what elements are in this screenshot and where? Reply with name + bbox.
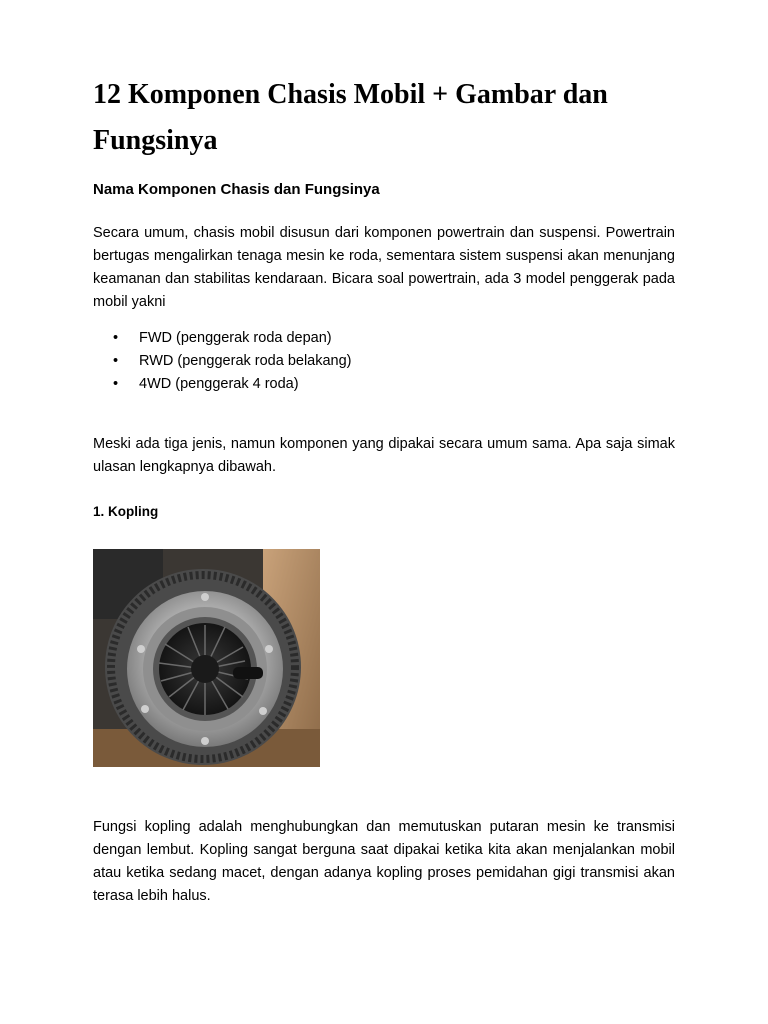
kopling-function-paragraph: Fungsi kopling adalah menghubungkan dan memutuskan putaran mesin ke transmisi dengan lembut. Kopling sangat berguna saat dipakai ketika kita akan menjalankan mobil atau ketika sedang macet, dengan adanya kopling proses pemidahan gigi transmisi akan terasa lebih halus.	[93, 819, 675, 904]
drive-type-list	[93, 327, 352, 396]
list-item	[93, 350, 352, 373]
list-item	[93, 327, 352, 350]
bullet-icon: •	[113, 353, 119, 369]
article-title-line1: 12 Komponen Chasis Mobil + Gambar dan	[93, 79, 608, 110]
list-item	[93, 373, 352, 396]
section-heading-kopling: 1. Kopling	[93, 504, 159, 519]
bullet-icon: •	[113, 376, 119, 392]
intro-paragraph: Secara umum, chasis mobil disusun dari komponen powertrain dan suspensi. Powertrain bertugas mengalirkan tenaga mesin ke roda, sementara sistem suspensi akan menunjang keamanan dan stabilitas kendaraan. Bicara soal powertrain, ada 3 model penggerak pada mobil yakni	[93, 225, 675, 310]
after-list-paragraph: Meski ada tiga jenis, namun komponen yang dipakai secara umum sama. Apa saja simak ulasan lengkapnya dibawah.	[93, 436, 675, 475]
article-title	[93, 72, 693, 164]
article-subtitle: Nama Komponen Chasis dan Fungsinya	[93, 181, 380, 198]
clutch-photo	[93, 549, 320, 767]
list-item-text: 4WD (penggerak 4 roda)	[139, 376, 299, 392]
list-item-text: RWD (penggerak roda belakang)	[139, 353, 352, 369]
bullet-icon: •	[113, 330, 119, 346]
article-title-line2: Fungsinya	[93, 125, 218, 156]
list-item-text: FWD (penggerak roda depan)	[139, 330, 332, 346]
